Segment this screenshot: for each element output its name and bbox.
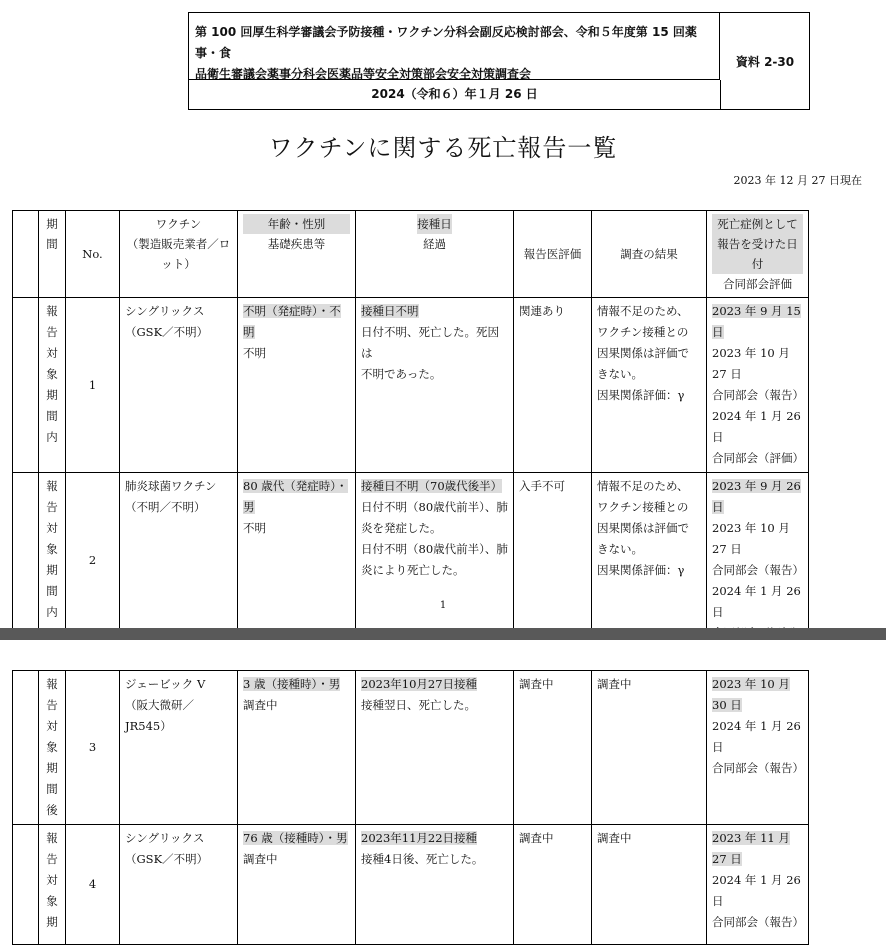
vaccine-cell: [120, 825, 238, 945]
vaccine-line: JR545）: [125, 719, 172, 733]
report-date-cell: [707, 473, 809, 648]
course_rest-line: 日付不明（80歳代前半）、肺: [361, 500, 508, 514]
course_rest-line: 日付不明（80歳代前半）、肺: [361, 542, 508, 556]
row-number: 1: [66, 298, 120, 473]
report_rest-line: 2024 年 1 月 26 日: [712, 409, 801, 444]
report-date-cell: [707, 298, 809, 473]
vaccine-cell: [120, 298, 238, 473]
meeting-title-line-1: 第 100 回厚生科学審議会予防接種・ワクチン分科会副反応検討部会、令和５年度第 15 回薬事・食: [195, 25, 697, 60]
age_rest-line: 調査中: [243, 852, 278, 866]
age-sex-cell: [238, 473, 356, 648]
report-date-cell: [707, 825, 809, 945]
vaccination-date-header: 接種日 経過: [356, 211, 514, 298]
period-header: 期 間: [39, 211, 66, 298]
vaccine-line: （GSK／不明）: [125, 852, 209, 866]
report_rest-line: 合同部会（報告）: [712, 388, 804, 402]
vaccine-cell: [120, 473, 238, 648]
vaccination-date-highlight: 接種日不明（70歳代後半）: [361, 479, 503, 493]
age-sex-cell: [238, 298, 356, 473]
vaccine-line: （GSK／不明）: [125, 325, 209, 339]
course_rest-line: 炎により死亡した。: [361, 563, 465, 577]
age-sex-highlight: 80 歳代（発症時）・男: [243, 479, 348, 514]
age-sex-cell: [238, 825, 356, 945]
investigation-line: 情報不足のため、: [597, 479, 689, 493]
row-blank-cell: [13, 671, 39, 825]
death-report-table-continued: [12, 670, 809, 945]
table-row: [13, 825, 809, 945]
course_rest-line: 炎を発症した。: [361, 521, 442, 535]
period-cell: 報 告 対 象 期 間 内: [39, 473, 66, 648]
header-box: [188, 12, 810, 110]
age-sex-header: 年齢・性別 基礎疾患等: [238, 211, 356, 298]
vaccination-course-cell: [356, 825, 514, 945]
report-date-highlight: 2023 年 10 月 30 日: [712, 677, 790, 712]
vaccine-line: シングリックス: [125, 304, 205, 318]
row-number: 4: [66, 825, 120, 945]
investigation-line: 因果関係は評価で: [597, 346, 689, 360]
as-of-date: 2023 年 12 月 27 日現在: [733, 174, 862, 187]
age_rest-line: 不明: [243, 521, 266, 535]
age-sex-highlight: 不明（発症時）・不明: [243, 304, 341, 339]
document-reference: 資料 2-30: [735, 54, 795, 69]
report_rest-line: 2023 年 10 月 27 日: [712, 346, 790, 381]
investigation-line: 因果関係評価：γ: [597, 388, 685, 402]
investigation-line: 調査中: [597, 677, 632, 691]
table-row: [13, 473, 809, 648]
investigation-cell: [592, 298, 707, 473]
vaccine-line: 肺炎球菌ワクチン: [125, 479, 217, 493]
report_rest-line: 合同部会（評価）: [712, 451, 804, 465]
report-date-highlight: 2023 年 9 月 15 日: [712, 304, 801, 339]
report-date-header: 死亡症例として 報告を受けた日付 合同部会評価: [707, 211, 809, 298]
table-header-row: [13, 211, 809, 298]
investigation-line: きない。: [597, 367, 643, 381]
page-number: 1: [439, 600, 447, 611]
course_rest-line: 接種4日後、死亡した。: [361, 852, 484, 866]
report_rest-line: 2024 年 1 月 26 日: [712, 873, 801, 908]
vaccination-date-highlight: 接種日不明: [361, 304, 419, 318]
doctor-evaluation-cell: 関連あり: [514, 298, 592, 473]
age-sex-highlight: 3 歳（接種時）・男: [243, 677, 341, 691]
doctor-evaluation-header: 報告医評価: [514, 211, 592, 298]
meeting-title: [189, 13, 720, 80]
investigation-line: 情報不足のため、: [597, 304, 689, 318]
investigation-cell: [592, 671, 707, 825]
period-cell: 報 告 対 象 期: [39, 825, 66, 945]
blank-header: [13, 211, 39, 298]
investigation-line: 因果関係は評価で: [597, 521, 689, 535]
report_rest-line: 合同部会（報告）: [712, 761, 804, 775]
vaccine-line: （阪大微研／: [125, 698, 194, 712]
vaccination-course-cell: [356, 671, 514, 825]
row-blank-cell: [13, 825, 39, 945]
period-cell: 報 告 対 象 期 間 内: [39, 298, 66, 473]
vaccination-course-cell: [356, 473, 514, 648]
age_rest-line: 不明: [243, 346, 266, 360]
doctor-evaluation-cell: 入手不可: [514, 473, 592, 648]
row-blank-cell: [13, 298, 39, 473]
report_rest-line: 2024 年 1 月 26 日: [712, 584, 801, 619]
report-date-highlight: 2023 年 9 月 26 日: [712, 479, 801, 514]
vaccine-line: （不明／不明）: [125, 500, 206, 514]
doctor-evaluation-cell: 調査中: [514, 825, 592, 945]
death-report-table: [12, 210, 809, 648]
investigation-line: 因果関係評価：γ: [597, 563, 685, 577]
row-blank-cell: [13, 473, 39, 648]
investigation-cell: [592, 825, 707, 945]
age-sex-cell: [238, 671, 356, 825]
table-row: [13, 298, 809, 473]
vaccination-date-highlight: 2023年11月22日接種: [361, 831, 478, 845]
age-sex-highlight: 76 歳（接種時）・男: [243, 831, 348, 845]
document-title: ワクチンに関する死亡報告一覧: [268, 134, 618, 162]
report_rest-line: 合同部会（報告）: [712, 563, 804, 577]
course_rest-line: 接種翌日、死亡した。: [361, 698, 476, 712]
doctor-evaluation-cell: 調査中: [514, 671, 592, 825]
investigation-line: ワクチン接種との: [597, 325, 689, 339]
report-date-cell: [707, 671, 809, 825]
investigation-line: きない。: [597, 542, 643, 556]
vaccine-line: シングリックス: [125, 831, 205, 845]
course_rest-line: 不明であった。: [361, 367, 442, 381]
report_rest-line: 合同部会（報告）: [712, 915, 804, 929]
vaccine-cell: [120, 671, 238, 825]
age_rest-line: 調査中: [243, 698, 278, 712]
investigation-line: ワクチン接種との: [597, 500, 689, 514]
course_rest-line: 日付不明、死亡した。死因は: [361, 325, 499, 360]
row-number: 3: [66, 671, 120, 825]
report_rest-line: 2023 年 10 月 27 日: [712, 521, 790, 556]
report-date-highlight: 2023 年 11 月 27 日: [712, 831, 790, 866]
meeting-date: 2024（令和６）年１月 26 日: [189, 80, 721, 109]
no-header: No.: [66, 211, 120, 298]
meeting-title-line-2: 品衛生審議会薬事分科会医薬品等安全対策部会安全対策調査会: [195, 67, 532, 81]
investigation-cell: [592, 473, 707, 648]
row-number: 2: [66, 473, 120, 648]
investigation-header: 調査の結果: [592, 211, 707, 298]
table-row: [13, 671, 809, 825]
vaccine-line: ジェービック V: [125, 677, 206, 691]
investigation-line: 調査中: [597, 831, 632, 845]
report_rest-line: 2024 年 1 月 26 日: [712, 719, 801, 754]
page-separator: [0, 628, 886, 640]
vaccine-header: ワクチン （製造販売業者／ロ ット）: [120, 211, 238, 298]
vaccination-course-cell: [356, 298, 514, 473]
document-page-2: [0, 640, 886, 929]
vaccination-date-highlight: 2023年10月27日接種: [361, 677, 478, 691]
period-cell: 報 告 対 象 期 間 後: [39, 671, 66, 825]
